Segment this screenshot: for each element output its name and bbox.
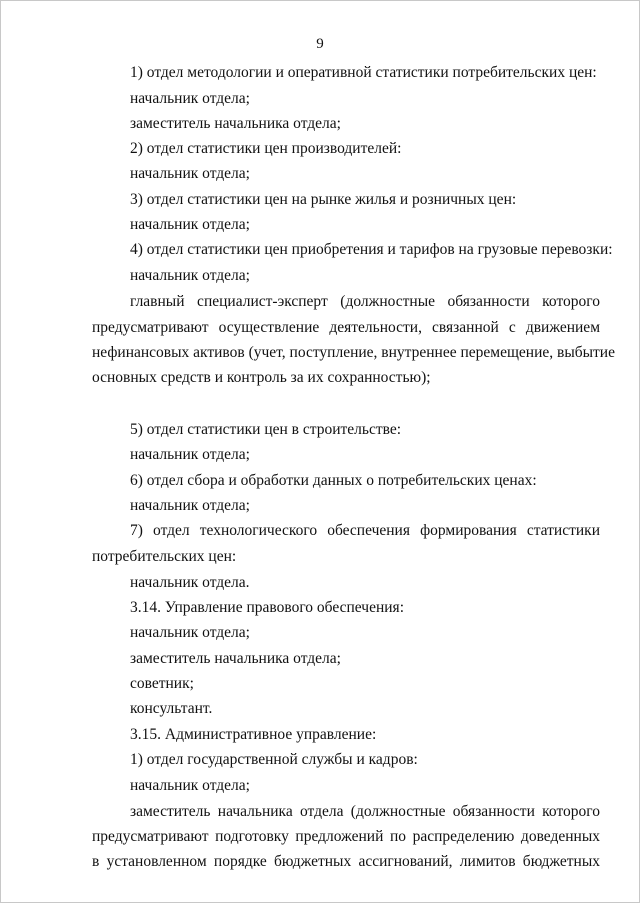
text-line: начальник отдела; <box>130 446 250 463</box>
text-line: 5) отдел статистики цен в строительстве: <box>130 421 402 438</box>
text-line: 3.14. Управление правового обеспечения: <box>130 599 404 616</box>
text-line: 7) отдел технологического обеспечения формирования статистики <box>130 522 600 539</box>
text-line: начальник отдела; <box>130 624 250 641</box>
text-line: начальник отдела; <box>130 267 250 284</box>
text-line: 6) отдел сбора и обработки данных о потребительских ценах: <box>130 472 537 489</box>
text-line: нефинансовых активов (учет, поступление, внутреннее перемещение, выбытие <box>92 344 615 361</box>
text-line: 3.15. Административное управление: <box>130 726 377 743</box>
text-line: начальник отдела; <box>130 216 250 233</box>
text-line: консультант. <box>130 700 213 717</box>
text-line: предусматривают подготовку предложений по распределению доведенных <box>92 828 600 845</box>
text-line: 3) отдел статистики цен на рынке жилья и розничных цен: <box>130 191 517 208</box>
text-line: начальник отдела; <box>130 777 250 794</box>
text-line: заместитель начальника отдела; <box>130 115 341 132</box>
page-number: 9 <box>316 36 324 52</box>
text-line: начальник отдела; <box>130 90 250 107</box>
text-line: главный специалист-эксперт (должностные обязанности которого <box>130 293 600 310</box>
text-line: 2) отдел статистики цен производителей: <box>130 140 402 157</box>
text-line: начальник отдела; <box>130 165 250 182</box>
text-line: начальник отдела. <box>130 574 250 591</box>
text-line: 1) отдел методологии и оперативной статистики потребительских цен: <box>130 64 597 81</box>
text-line: советник; <box>130 675 194 692</box>
text-line: начальник отдела; <box>130 497 250 514</box>
text-line: 4) отдел статистики цен приобретения и тарифов на грузовые перевозки: <box>130 241 613 258</box>
text-line: в установленном порядке бюджетных ассигнований, лимитов бюджетных <box>92 853 600 870</box>
text-line: заместитель начальника отдела; <box>130 650 341 667</box>
text-line: заместитель начальника отдела (должностные обязанности которого <box>130 803 600 820</box>
text-line: потребительских цен: <box>92 548 237 565</box>
text-line: предусматривают осуществление деятельности, связанной с движением <box>92 319 600 336</box>
text-line: основных средств и контроль за их сохранностью); <box>92 369 431 386</box>
text-line: 1) отдел государственной службы и кадров: <box>130 751 418 768</box>
